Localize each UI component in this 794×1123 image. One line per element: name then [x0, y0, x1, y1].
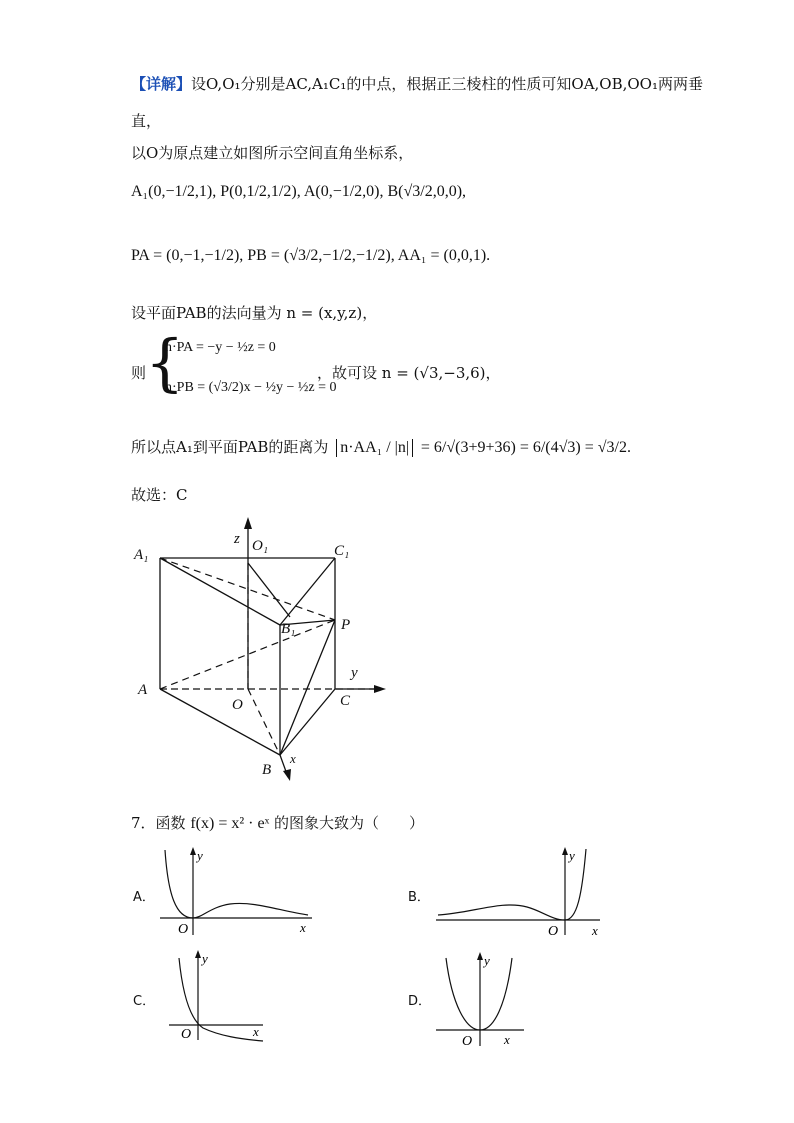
axis-x-label: x [592, 923, 598, 938]
question-text-prefix: 函数 [155, 814, 191, 832]
distance-abs-fraction: n·AA₁ / |n| [336, 439, 413, 457]
solution-tag: 【详解】 [131, 75, 192, 93]
y-arrow-icon [195, 950, 201, 958]
solution-line-3: 以O为原点建立如图所示空间直角坐标系， [131, 144, 414, 162]
coordinates-line: A₁(0,−1/2,1), P(0,1/2,1/2), A(0,−1/2,0), B(√3/2,0,0), [131, 183, 467, 200]
z-arrow-icon [244, 517, 252, 529]
curve [446, 958, 512, 1030]
curve [179, 958, 263, 1041]
question-7 [131, 812, 424, 833]
label-B1: B₁ [281, 621, 296, 637]
option-d-label[interactable]: D． [408, 994, 432, 1009]
system-brace: { [145, 326, 185, 399]
y-arrow-icon [374, 685, 386, 693]
y-arrow-icon [190, 847, 196, 855]
label-y: y [351, 665, 358, 681]
option-c-graph[interactable] [165, 948, 275, 1043]
question-number: 7． [131, 814, 156, 832]
label-C1: C₁ [334, 543, 350, 559]
origin-label: O [178, 922, 189, 937]
origin-label: O [462, 1034, 473, 1049]
normal-vector-line: 设平面PAB的法向量为 n = (x,y,z)， [131, 304, 378, 322]
edge-AB [160, 689, 280, 755]
option-a-graph[interactable] [160, 845, 320, 940]
option-b-label[interactable]: B． [408, 890, 430, 905]
axis-y-label: y [202, 951, 208, 966]
y-arrow-icon [477, 952, 483, 960]
axis-x-label: x [253, 1024, 259, 1039]
vectors-line: PA = (0,−1,−1/2), PB = (√3/2,−1/2,−1/2), AA₁ = (0,0,1). [131, 247, 491, 264]
segment-OB [248, 689, 280, 755]
option-b-graph[interactable] [432, 845, 612, 940]
segment-O1B1 [248, 563, 290, 617]
distance-line [131, 436, 631, 457]
option-d-graph[interactable] [432, 950, 532, 1050]
label-z: z [234, 531, 240, 547]
solution-line-2: 直， [131, 112, 162, 130]
distance-prefix: 所以点A₁到平面PAB的距离为 [131, 438, 329, 456]
edge-CB [280, 689, 335, 755]
origin-label: O [181, 1027, 192, 1042]
answer-line: 故选：C [131, 486, 188, 504]
axis-y-label: y [569, 848, 575, 863]
label-A: A [138, 682, 148, 698]
curve [165, 850, 308, 918]
option-c-label[interactable]: C． [133, 994, 156, 1009]
axis-y-label: y [197, 848, 203, 863]
solution-line-1-text: 设O,O₁分别是AC,A₁C₁的中点，根据正三棱柱的性质可知OA,OB,OO₁两两垂 [191, 75, 703, 93]
axis-y-label: y [484, 953, 490, 968]
question-formula: f(x) = x² · eˣ [190, 815, 270, 832]
label-O: O [232, 697, 243, 713]
x-arrow-icon [283, 769, 291, 781]
segment-BP [280, 620, 335, 755]
axis-x-label: x [504, 1032, 510, 1047]
label-A1: A₁ [134, 547, 149, 563]
prism-figure [130, 515, 400, 785]
label-x: x [290, 751, 296, 766]
edge-A1B1 [160, 558, 280, 625]
system-equation-1: n·PA = −y − ½z = 0 [165, 340, 276, 355]
label-P: P [341, 617, 351, 633]
system-suffix: ，故可设 n = (√3,−3,6)， [317, 364, 501, 382]
option-a-label[interactable]: A． [133, 890, 155, 905]
solution-line-1 [131, 73, 703, 94]
distance-expression: = 6/√(3+9+36) = 6/(4√3) = √3/2. [420, 439, 631, 456]
label-C: C [340, 693, 351, 709]
y-arrow-icon [562, 847, 568, 855]
curve [438, 849, 586, 920]
system-equation-2: n·PB = (√3/2)x − ½y − ½z = 0 [165, 380, 337, 395]
origin-label: O [548, 924, 559, 939]
label-B: B [262, 762, 272, 778]
label-O1: O₁ [252, 538, 269, 554]
axis-x-label: x [300, 920, 306, 935]
question-text-suffix: 的图象大致为（ ） [269, 814, 424, 832]
system-prefix: 则 [131, 364, 147, 382]
